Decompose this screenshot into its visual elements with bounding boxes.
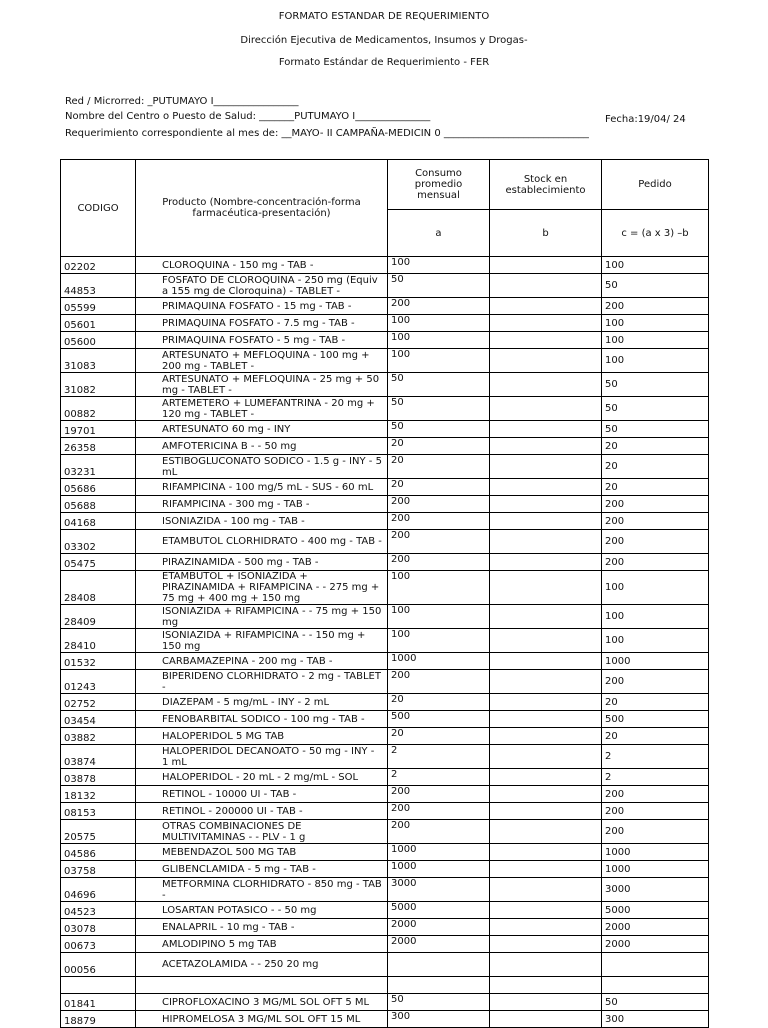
stock-cell [490,530,602,554]
consumo-cell: 100 [388,257,490,274]
stock-cell [490,455,602,479]
code-cell: 03231 [61,455,136,479]
stock-cell [490,332,602,349]
code-cell: 03882 [61,728,136,745]
document-title: FORMATO ESTANDAR DE REQUERIMIENTO [278,11,490,22]
stock-cell [490,994,602,1011]
table-row [61,455,709,479]
table-row [61,653,709,670]
table-row [61,711,709,728]
consumo-cell: 200 [388,496,490,513]
stock-cell [490,421,602,438]
consumo-cell: 1000 [388,653,490,670]
consumo-cell [388,953,490,977]
pedido-cell [602,977,709,994]
product-cell: CARBAMAZEPINA - 200 mg - TAB - [136,653,388,670]
consumo-cell: 20 [388,479,490,496]
code-cell: 05688 [61,496,136,513]
table-row [61,349,709,373]
header-pedido: Pedido [602,160,709,210]
stock-cell [490,397,602,421]
table-row [61,315,709,332]
consumo-cell: 20 [388,694,490,711]
table-row [61,1011,709,1028]
consumo-cell: 50 [388,373,490,397]
consumo-cell: 2000 [388,936,490,953]
consumo-cell: 200 [388,554,490,571]
pedido-cell: 50 [602,994,709,1011]
pedido-cell: 200 [602,513,709,530]
table-row [61,438,709,455]
pedido-cell: 20 [602,728,709,745]
code-cell: 05599 [61,298,136,315]
table-row [61,421,709,438]
stock-cell [490,349,602,373]
stock-cell [490,977,602,994]
stock-cell [490,629,602,653]
code-cell: 02202 [61,257,136,274]
table-row [61,919,709,936]
table-row [61,745,709,769]
consumo-cell: 100 [388,605,490,629]
consumo-cell: 20 [388,438,490,455]
stock-cell [490,554,602,571]
pedido-cell: 100 [602,332,709,349]
product-cell: FOSFATO DE CLOROQUINA - 250 mg (Equiv a 155 mg de Cloroquina) - TABLET - [136,274,388,298]
table-row [61,629,709,653]
pedido-cell: 2 [602,769,709,786]
product-cell: ACETAZOLAMIDA - - 250 20 mg [136,953,388,977]
table-row [61,803,709,820]
pedido-cell: 2000 [602,919,709,936]
consumo-cell: 100 [388,629,490,653]
code-cell: 31082 [61,373,136,397]
product-cell: AMLODIPINO 5 mg TAB [136,936,388,953]
product-cell: ISONIAZIDA - 100 mg - TAB - [136,513,388,530]
product-cell: ENALAPRIL - 10 mg - TAB - [136,919,388,936]
code-cell: 28408 [61,571,136,605]
code-cell: 44853 [61,274,136,298]
consumo-cell: 20 [388,728,490,745]
table-row [61,861,709,878]
pedido-cell: 500 [602,711,709,728]
table-row [61,479,709,496]
stock-cell [490,653,602,670]
code-cell: 28409 [61,605,136,629]
consumo-cell [388,977,490,994]
header-consumo: Consumo promedio mensual [388,160,490,210]
code-cell: 20575 [61,820,136,844]
pedido-cell: 20 [602,455,709,479]
stock-cell [490,1011,602,1028]
document-subtitle-fer: Formato Estándar de Requerimiento - FER [278,57,490,68]
pedido-cell: 2 [602,745,709,769]
product-cell: GLIBENCLAMIDA - 5 mg - TAB - [136,861,388,878]
product-cell: DIAZEPAM - 5 mg/mL - INY - 2 mL [136,694,388,711]
stock-cell [490,820,602,844]
consumo-cell: 50 [388,397,490,421]
table-row [61,373,709,397]
code-cell: 04523 [61,902,136,919]
table-row [61,397,709,421]
code-cell [61,977,136,994]
table-row [61,878,709,902]
code-cell: 05601 [61,315,136,332]
stock-cell [490,479,602,496]
code-cell: 01841 [61,994,136,1011]
code-cell: 04586 [61,844,136,861]
code-cell: 03078 [61,919,136,936]
product-cell: OTRAS COMBINACIONES DE MULTIVITAMINAS - - PLV - 1 g [136,820,388,844]
header-producto: Producto (Nombre-concentración-forma farmacéutica-presentación) [136,160,388,257]
pedido-cell: 20 [602,479,709,496]
consumo-cell: 100 [388,332,490,349]
pedido-cell: 20 [602,438,709,455]
pedido-cell: 200 [602,496,709,513]
stock-cell [490,315,602,332]
table-row [61,936,709,953]
product-cell: AMFOTERICINA B - - 50 mg [136,438,388,455]
product-cell: PRIMAQUINA FOSFATO - 15 mg - TAB - [136,298,388,315]
consumo-cell: 300 [388,1011,490,1028]
stock-cell [490,728,602,745]
stock-cell [490,769,602,786]
product-cell: PRIMAQUINA FOSFATO - 5 mg - TAB - [136,332,388,349]
document-subtitle-direccion: Dirección Ejecutiva de Medicamentos, Insumos y Drogas- [240,35,528,46]
consumo-cell: 200 [388,530,490,554]
table-row [61,977,709,994]
pedido-cell: 1000 [602,844,709,861]
requerimiento-mes-field: Requerimiento correspondiente al mes de: __MAYO- II CAMPAÑA-MEDICIN 0 _____________________________ [65,128,589,139]
pedido-cell: 20 [602,694,709,711]
stock-cell [490,936,602,953]
table-row [61,530,709,554]
table-row [61,994,709,1011]
pedido-cell: 100 [602,605,709,629]
code-cell: 31083 [61,349,136,373]
product-cell: HIPROMELOSA 3 MG/ML SOL OFT 15 ML [136,1011,388,1028]
pedido-cell: 200 [602,530,709,554]
product-cell: ARTESUNATO + MEFLOQUINA - 25 mg + 50 mg - TABLET - [136,373,388,397]
product-cell: RIFAMPICINA - 100 mg/5 mL - SUS - 60 mL [136,479,388,496]
code-cell: 02752 [61,694,136,711]
product-cell: ARTESUNATO + MEFLOQUINA - 100 mg + 200 mg - TABLET - [136,349,388,373]
code-cell: 05686 [61,479,136,496]
stock-cell [490,694,602,711]
consumo-cell: 100 [388,315,490,332]
consumo-cell: 1000 [388,844,490,861]
code-cell: 19701 [61,421,136,438]
consumo-cell: 200 [388,670,490,694]
code-cell: 03454 [61,711,136,728]
stock-cell [490,438,602,455]
stock-cell [490,786,602,803]
pedido-cell: 200 [602,554,709,571]
code-cell: 03758 [61,861,136,878]
consumo-cell: 50 [388,274,490,298]
consumo-cell: 50 [388,421,490,438]
product-cell: BIPERIDENO CLORHIDRATO - 2 mg - TABLET - [136,670,388,694]
pedido-cell: 200 [602,820,709,844]
stock-cell [490,571,602,605]
stock-cell [490,919,602,936]
table-row [61,953,709,977]
table-row [61,513,709,530]
product-cell: MEBENDAZOL 500 MG TAB [136,844,388,861]
pedido-cell: 100 [602,315,709,332]
table-row [61,554,709,571]
product-cell: ARTESUNATO 60 mg - INY [136,421,388,438]
stock-cell [490,953,602,977]
stock-cell [490,902,602,919]
product-cell: RIFAMPICINA - 300 mg - TAB - [136,496,388,513]
product-cell: FENOBARBITAL SODICO - 100 mg - TAB - [136,711,388,728]
product-cell [136,977,388,994]
code-cell: 01532 [61,653,136,670]
product-cell: ARTEMETERO + LUMEFANTRINA - 20 mg + 120 mg - TABLET - [136,397,388,421]
fecha-field: Fecha:19/04/ 24 [605,114,686,125]
pedido-cell: 200 [602,298,709,315]
consumo-cell: 100 [388,571,490,605]
product-cell: ISONIAZIDA + RIFAMPICINA - - 75 mg + 150 mg [136,605,388,629]
pedido-cell: 100 [602,349,709,373]
code-cell: 03302 [61,530,136,554]
stock-cell [490,373,602,397]
consumo-cell: 200 [388,298,490,315]
product-cell: CIPROFLOXACINO 3 MG/ML SOL OFT 5 ML [136,994,388,1011]
code-cell: 03878 [61,769,136,786]
consumo-cell: 3000 [388,878,490,902]
consumo-cell: 2000 [388,919,490,936]
header-a: a [388,210,490,257]
code-cell: 04696 [61,878,136,902]
pedido-cell: 2000 [602,936,709,953]
code-cell: 05600 [61,332,136,349]
pedido-cell: 100 [602,629,709,653]
consumo-cell: 200 [388,786,490,803]
product-cell: ESTIBOGLUCONATO SODICO - 1.5 g - INY - 5 mL [136,455,388,479]
product-cell: ETAMBUTOL + ISONIAZIDA + PIRAZINAMIDA + RIFAMPICINA - - 275 mg + 75 mg + 400 mg + 150 mg [136,571,388,605]
stock-cell [490,513,602,530]
stock-cell [490,274,602,298]
pedido-cell: 300 [602,1011,709,1028]
pedido-cell: 50 [602,397,709,421]
pedido-cell: 50 [602,274,709,298]
pedido-cell: 1000 [602,653,709,670]
centro-salud-field: Nombre del Centro o Puesto de Salud: _______PUTUMAYO I_______________ [65,111,431,122]
stock-cell [490,298,602,315]
table-row [61,844,709,861]
stock-cell [490,861,602,878]
code-cell: 28410 [61,629,136,653]
product-cell: METFORMINA CLORHIDRATO - 850 mg - TAB - [136,878,388,902]
consumo-cell: 200 [388,513,490,530]
code-cell: 26358 [61,438,136,455]
stock-cell [490,257,602,274]
stock-cell [490,803,602,820]
stock-cell [490,670,602,694]
pedido-cell: 50 [602,373,709,397]
consumo-cell: 1000 [388,861,490,878]
consumo-cell: 2 [388,769,490,786]
table-row [61,605,709,629]
table-row [61,902,709,919]
pedido-cell: 3000 [602,878,709,902]
product-cell: RETINOL - 200000 UI - TAB - [136,803,388,820]
consumo-cell: 100 [388,349,490,373]
code-cell: 00882 [61,397,136,421]
pedido-cell: 50 [602,421,709,438]
product-cell: ISONIAZIDA + RIFAMPICINA - - 150 mg + 150 mg [136,629,388,653]
table-row [61,298,709,315]
header-c: c = (a x 3) –b [602,210,709,257]
product-cell: HALOPERIDOL 5 MG TAB [136,728,388,745]
table-row [61,274,709,298]
stock-cell [490,745,602,769]
consumo-cell: 2 [388,745,490,769]
product-cell: HALOPERIDOL - 20 mL - 2 mg/mL - SOL [136,769,388,786]
header-b: b [490,210,602,257]
code-cell: 08153 [61,803,136,820]
code-cell: 18132 [61,786,136,803]
product-cell: HALOPERIDOL DECANOATO - 50 mg - INY - 1 mL [136,745,388,769]
table-row [61,496,709,513]
table-row [61,694,709,711]
pedido-cell: 200 [602,670,709,694]
header-stock: Stock en establecimiento [490,160,602,210]
pedido-cell: 200 [602,786,709,803]
stock-cell [490,496,602,513]
red-microrred-field: Red / Microrred: _PUTUMAYO I_________________ [65,96,299,107]
pedido-cell: 5000 [602,902,709,919]
code-cell: 00056 [61,953,136,977]
consumo-cell: 200 [388,803,490,820]
table-row [61,257,709,274]
requirements-table [60,159,709,1028]
code-cell: 18879 [61,1011,136,1028]
product-cell: LOSARTAN POTASICO - - 50 mg [136,902,388,919]
product-cell: CLOROQUINA - 150 mg - TAB - [136,257,388,274]
stock-cell [490,605,602,629]
product-cell: RETINOL - 10000 UI - TAB - [136,786,388,803]
code-cell: 00673 [61,936,136,953]
stock-cell [490,878,602,902]
pedido-cell [602,953,709,977]
table-row [61,728,709,745]
pedido-cell: 1000 [602,861,709,878]
header-codigo: CODIGO [61,160,136,257]
table-row [61,670,709,694]
consumo-cell: 200 [388,820,490,844]
pedido-cell: 100 [602,257,709,274]
pedido-cell: 200 [602,803,709,820]
table-row [61,769,709,786]
consumo-cell: 500 [388,711,490,728]
product-cell: ETAMBUTOL CLORHIDRATO - 400 mg - TAB - [136,530,388,554]
table-row [61,571,709,605]
consumo-cell: 50 [388,994,490,1011]
code-cell: 03874 [61,745,136,769]
stock-cell [490,844,602,861]
consumo-cell: 5000 [388,902,490,919]
product-cell: PRIMAQUINA FOSFATO - 7.5 mg - TAB - [136,315,388,332]
table-row [61,820,709,844]
code-cell: 04168 [61,513,136,530]
pedido-cell: 100 [602,571,709,605]
product-cell: PIRAZINAMIDA - 500 mg - TAB - [136,554,388,571]
code-cell: 05475 [61,554,136,571]
stock-cell [490,711,602,728]
table-row [61,332,709,349]
consumo-cell: 20 [388,455,490,479]
table-row [61,786,709,803]
code-cell: 01243 [61,670,136,694]
